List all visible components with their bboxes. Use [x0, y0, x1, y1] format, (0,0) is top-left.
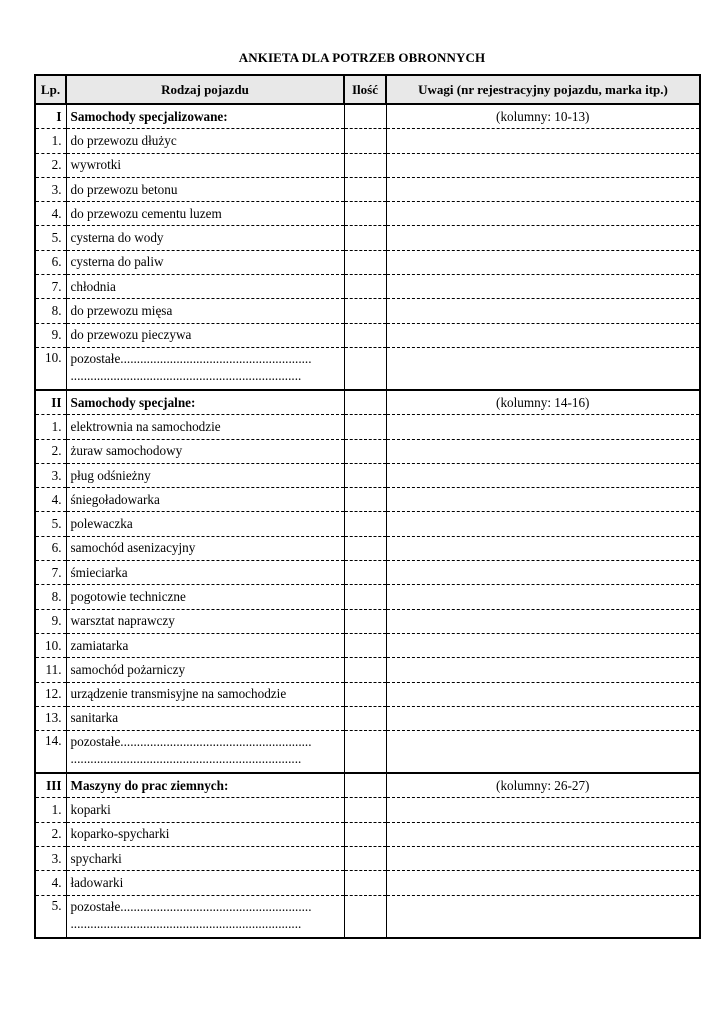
quantity-cell[interactable] — [344, 731, 386, 774]
vehicle-type-dotted-line: ...................................................................... — [70, 751, 302, 767]
vehicle-type-label: pozostałe.......................................................... — [70, 734, 312, 750]
table-row — [35, 798, 700, 822]
quantity-cell[interactable] — [344, 871, 386, 895]
quantity-cell[interactable] — [344, 895, 386, 938]
vehicle-type-label: warsztat naprawczy — [66, 609, 344, 633]
table-row — [35, 323, 700, 347]
vehicle-type-label: pogotowie techniczne — [66, 585, 344, 609]
section-columns-note: (kolumny: 26-27) — [386, 773, 700, 798]
vehicle-survey-table — [34, 74, 701, 939]
vehicle-type-label: zamiatarka — [66, 633, 344, 657]
table-row — [35, 226, 700, 250]
table-row — [35, 895, 700, 938]
header-row — [35, 75, 700, 104]
remarks-cell[interactable] — [386, 323, 700, 347]
quantity-cell[interactable] — [344, 822, 386, 846]
table-row — [35, 129, 700, 153]
quantity-cell[interactable] — [344, 463, 386, 487]
remarks-cell[interactable] — [386, 658, 700, 682]
table-row — [35, 731, 700, 774]
row-number: 5. — [35, 226, 66, 250]
quantity-cell[interactable] — [344, 177, 386, 201]
remarks-cell[interactable] — [386, 633, 700, 657]
row-number: 1. — [35, 798, 66, 822]
table-row — [35, 682, 700, 706]
remarks-cell[interactable] — [386, 682, 700, 706]
vehicle-type-label: urządzenie transmisyjne na samochodzie — [66, 682, 344, 706]
table-row — [35, 609, 700, 633]
vehicle-type-label: żuraw samochodowy — [66, 439, 344, 463]
row-number: 10. — [35, 347, 66, 390]
quantity-cell[interactable] — [344, 773, 386, 798]
table-row — [35, 275, 700, 299]
quantity-cell[interactable] — [344, 658, 386, 682]
quantity-cell[interactable] — [344, 682, 386, 706]
vehicle-type-label: do przewozu cementu luzem — [66, 202, 344, 226]
remarks-cell[interactable] — [386, 871, 700, 895]
remarks-cell[interactable] — [386, 347, 700, 390]
table-row — [35, 347, 700, 390]
row-number: 11. — [35, 658, 66, 682]
vehicle-type-cell[interactable] — [66, 895, 344, 938]
vehicle-type-dotted-line: ...................................................................... — [70, 367, 302, 383]
vehicle-type-label: chłodnia — [66, 275, 344, 299]
table-row — [35, 439, 700, 463]
vehicle-type-label: pozostałe.......................................................... — [70, 898, 312, 914]
remarks-cell[interactable] — [386, 153, 700, 177]
quantity-cell[interactable] — [344, 390, 386, 415]
table-row — [35, 536, 700, 560]
section-title: Maszyny do prac ziemnych: — [66, 773, 344, 798]
table-body — [35, 104, 700, 938]
quantity-cell[interactable] — [344, 226, 386, 250]
vehicle-type-label: śniegoładowarka — [66, 488, 344, 512]
quantity-cell[interactable] — [344, 323, 386, 347]
remarks-cell[interactable] — [386, 275, 700, 299]
row-number: 6. — [35, 536, 66, 560]
vehicle-type-label: koparko-spycharki — [66, 822, 344, 846]
vehicle-type-label: do przewozu mięsa — [66, 299, 344, 323]
row-number: 5. — [35, 895, 66, 938]
row-number: 4. — [35, 202, 66, 226]
table-row — [35, 250, 700, 274]
remarks-cell[interactable] — [386, 177, 700, 201]
table-row — [35, 585, 700, 609]
table-row — [35, 633, 700, 657]
table-row — [35, 299, 700, 323]
section-title: Samochody specjalne: — [66, 390, 344, 415]
table-row — [35, 561, 700, 585]
row-number: 7. — [35, 275, 66, 299]
remarks-cell[interactable] — [386, 536, 700, 560]
vehicle-type-label: polewaczka — [66, 512, 344, 536]
quantity-cell[interactable] — [344, 275, 386, 299]
remarks-cell[interactable] — [386, 706, 700, 730]
vehicle-type-label: pozostałe.......................................................... — [70, 350, 312, 366]
remarks-cell[interactable] — [386, 798, 700, 822]
vehicle-type-label: pług odśnieżny — [66, 463, 344, 487]
remarks-cell[interactable] — [386, 847, 700, 871]
vehicle-type-dotted-line: ...................................................................... — [70, 915, 302, 931]
quantity-cell[interactable] — [344, 250, 386, 274]
row-number: 3. — [35, 177, 66, 201]
remarks-cell[interactable] — [386, 463, 700, 487]
table-row — [35, 153, 700, 177]
row-number: 2. — [35, 822, 66, 846]
quantity-cell[interactable] — [344, 415, 386, 439]
remarks-cell[interactable] — [386, 439, 700, 463]
section-title: Samochody specjalizowane: — [66, 104, 344, 129]
quantity-cell[interactable] — [344, 347, 386, 390]
vehicle-type-label: do przewozu pieczywa — [66, 323, 344, 347]
table-row — [35, 463, 700, 487]
quantity-cell[interactable] — [344, 706, 386, 730]
table-row — [35, 415, 700, 439]
vehicle-type-label: do przewozu betonu — [66, 177, 344, 201]
quantity-cell[interactable] — [344, 512, 386, 536]
vehicle-type-label: cysterna do wody — [66, 226, 344, 250]
row-number: 2. — [35, 153, 66, 177]
row-number: 1. — [35, 415, 66, 439]
table-row — [35, 202, 700, 226]
table-row — [35, 871, 700, 895]
table-row — [35, 706, 700, 730]
row-number: 3. — [35, 463, 66, 487]
remarks-cell[interactable] — [386, 609, 700, 633]
row-number: 8. — [35, 299, 66, 323]
table-row — [35, 658, 700, 682]
remarks-cell[interactable] — [386, 512, 700, 536]
row-number: 8. — [35, 585, 66, 609]
section-columns-note: (kolumny: 14-16) — [386, 390, 700, 415]
quantity-cell[interactable] — [344, 299, 386, 323]
row-number: 14. — [35, 731, 66, 774]
vehicle-type-label: do przewozu dłużyc — [66, 129, 344, 153]
vehicle-type-label: ładowarki — [66, 871, 344, 895]
quantity-cell[interactable] — [344, 104, 386, 129]
row-number: 13. — [35, 706, 66, 730]
table-row — [35, 488, 700, 512]
section-number: II — [35, 390, 66, 415]
row-number: 3. — [35, 847, 66, 871]
quantity-cell[interactable] — [344, 488, 386, 512]
remarks-cell[interactable] — [386, 585, 700, 609]
vehicle-type-label: wywrotki — [66, 153, 344, 177]
header-remarks: Uwagi (nr rejestracyjny pojazdu, marka itp.) — [386, 75, 700, 104]
remarks-cell[interactable] — [386, 731, 700, 774]
vehicle-type-label: koparki — [66, 798, 344, 822]
remarks-cell[interactable] — [386, 226, 700, 250]
remarks-cell[interactable] — [386, 299, 700, 323]
vehicle-type-cell[interactable] — [66, 347, 344, 390]
row-number: 9. — [35, 609, 66, 633]
remarks-cell[interactable] — [386, 822, 700, 846]
remarks-cell[interactable] — [386, 202, 700, 226]
section-row — [35, 773, 700, 798]
table-row — [35, 822, 700, 846]
section-columns-note: (kolumny: 10-13) — [386, 104, 700, 129]
remarks-cell[interactable] — [386, 895, 700, 938]
row-number: 6. — [35, 250, 66, 274]
remarks-cell[interactable] — [386, 129, 700, 153]
remarks-cell[interactable] — [386, 561, 700, 585]
remarks-cell[interactable] — [386, 488, 700, 512]
quantity-cell[interactable] — [344, 129, 386, 153]
table-row — [35, 847, 700, 871]
header-vehicle-type: Rodzaj pojazdu — [66, 75, 344, 104]
quantity-cell[interactable] — [344, 609, 386, 633]
quantity-cell[interactable] — [344, 847, 386, 871]
quantity-cell[interactable] — [344, 585, 386, 609]
form-title: ANKIETA DLA POTRZEB OBRONNYCH — [238, 50, 486, 65]
row-number: 4. — [35, 871, 66, 895]
row-number: 4. — [35, 488, 66, 512]
vehicle-type-label: samochód pożarniczy — [66, 658, 344, 682]
row-number: 9. — [35, 323, 66, 347]
header-quantity: Ilość — [344, 75, 386, 104]
vehicle-type-label: spycharki — [66, 847, 344, 871]
quantity-cell[interactable] — [344, 202, 386, 226]
quantity-cell[interactable] — [344, 536, 386, 560]
vehicle-type-cell[interactable] — [66, 731, 344, 774]
quantity-cell[interactable] — [344, 798, 386, 822]
section-row — [35, 390, 700, 415]
section-number: III — [35, 773, 66, 798]
section-number: I — [35, 104, 66, 129]
vehicle-type-label: cysterna do paliw — [66, 250, 344, 274]
vehicle-type-label: samochód asenizacyjny — [66, 536, 344, 560]
table-row — [35, 177, 700, 201]
quantity-cell[interactable] — [344, 633, 386, 657]
vehicle-type-label: śmieciarka — [66, 561, 344, 585]
table-row — [35, 512, 700, 536]
section-row — [35, 104, 700, 129]
header-lp: Lp. — [35, 75, 66, 104]
row-number: 1. — [35, 129, 66, 153]
quantity-cell[interactable] — [344, 439, 386, 463]
row-number: 10. — [35, 633, 66, 657]
row-number: 12. — [35, 682, 66, 706]
row-number: 7. — [35, 561, 66, 585]
quantity-cell[interactable] — [344, 561, 386, 585]
row-number: 5. — [35, 512, 66, 536]
remarks-cell[interactable] — [386, 250, 700, 274]
row-number: 2. — [35, 439, 66, 463]
vehicle-type-label: sanitarka — [66, 706, 344, 730]
quantity-cell[interactable] — [344, 153, 386, 177]
vehicle-type-label: elektrownia na samochodzie — [66, 415, 344, 439]
remarks-cell[interactable] — [386, 415, 700, 439]
